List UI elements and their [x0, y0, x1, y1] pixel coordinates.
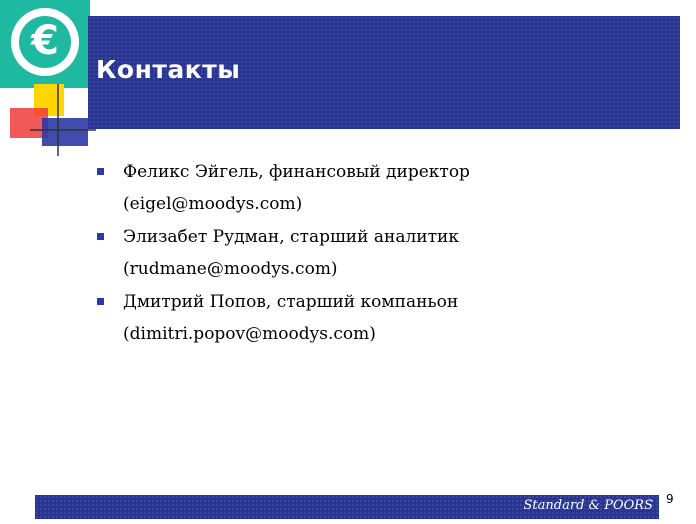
page-number: 9	[666, 492, 674, 506]
bullet-square-icon	[97, 233, 104, 240]
contacts-list	[96, 156, 656, 351]
list-item	[96, 286, 656, 318]
slide-title: Контакты	[96, 55, 241, 84]
contact-email: (eigel@moodys.com)	[123, 194, 303, 214]
contact-email-row	[96, 188, 656, 221]
contact-email-row	[96, 318, 656, 351]
euro-symbol-icon: €	[31, 18, 59, 64]
contact-email: (dimitri.popov@moodys.com)	[123, 324, 376, 344]
bullet-square-icon	[97, 298, 104, 305]
contact-line: Элизабет Рудман, старший аналитик	[123, 227, 459, 247]
logo-blue-square	[42, 118, 88, 146]
contact-line: Феликс Эйгель, финансовый директор	[123, 162, 470, 182]
contact-email-row	[96, 253, 656, 286]
list-item	[96, 221, 656, 253]
contact-line: Дмитрий Попов, старший компаньон	[123, 292, 459, 312]
footer-brand: Standard & POORS	[523, 498, 653, 513]
list-item	[96, 156, 656, 188]
bullet-square-icon	[97, 168, 104, 175]
footer-bar	[35, 495, 659, 519]
contact-email: (rudmane@moodys.com)	[123, 259, 338, 279]
